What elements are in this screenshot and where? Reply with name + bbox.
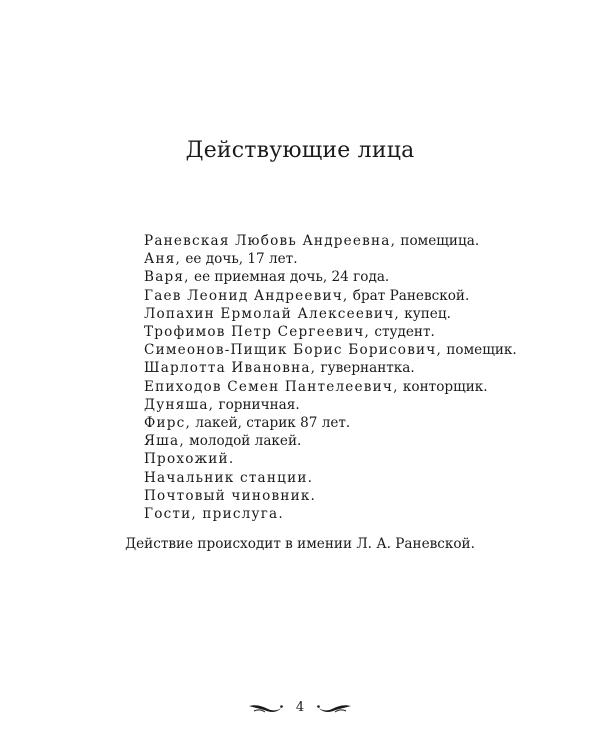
cast-item xyxy=(144,450,517,468)
flourish-right-icon xyxy=(316,700,352,716)
character-description: ее приемная дочь, 24 года. xyxy=(189,269,390,286)
character-description: гувернантка. xyxy=(316,360,415,377)
character-description: купец. xyxy=(399,305,451,322)
character-name: Епиходов Семен Пантелеевич, xyxy=(144,378,399,395)
cast-item xyxy=(144,414,517,432)
cast-list xyxy=(144,232,517,523)
cast-item xyxy=(144,323,517,341)
cast-item xyxy=(144,232,517,250)
cast-item xyxy=(144,487,517,505)
cast-item xyxy=(144,268,517,286)
cast-item xyxy=(144,505,517,523)
character-name: Аня, xyxy=(144,251,182,268)
cast-item xyxy=(144,305,517,323)
character-description: конторщик. xyxy=(398,378,488,395)
page-footer xyxy=(0,700,600,716)
character-name: Трофимов Петр Сергеевич, xyxy=(144,324,371,341)
character-name: Яша, xyxy=(144,433,185,450)
character-description: молодой лакей. xyxy=(184,433,302,450)
page-title: Действующие лица xyxy=(185,138,415,163)
character-name: Лопахин Ермолай Алексеевич, xyxy=(144,305,400,322)
character-name: Фирс, xyxy=(144,415,191,432)
cast-item xyxy=(144,432,517,450)
cast-item xyxy=(144,396,517,414)
character-name: Прохожий. xyxy=(144,451,235,468)
character-description: помещик. xyxy=(442,342,517,359)
character-name: Варя, xyxy=(144,269,190,286)
setting-note: Действие происходит в имении Л. А. Раневской. xyxy=(125,536,475,552)
character-description: горничная. xyxy=(214,396,300,413)
cast-item xyxy=(144,469,517,487)
character-name: Гаев Леонид Андреевич, xyxy=(144,287,349,304)
character-name: Почтовый чиновник. xyxy=(144,487,317,504)
character-description: помещица. xyxy=(396,233,480,249)
cast-item xyxy=(144,250,517,268)
character-name: Раневская Любовь Андреевна, xyxy=(144,233,397,249)
flourish-left-icon xyxy=(248,700,284,716)
cast-item xyxy=(144,359,517,377)
page-number: 4 xyxy=(295,700,305,715)
character-name: Гости, прислуга. xyxy=(144,506,284,523)
character-name: Шарлотта Ивановна, xyxy=(144,360,317,377)
character-description: ее дочь, 17 лет. xyxy=(181,251,298,268)
character-name: Дуняша, xyxy=(144,396,215,413)
cast-item xyxy=(144,378,517,396)
character-description: брат Раневской. xyxy=(348,287,470,304)
character-name: Симеонов-Пищик Борис Борисович, xyxy=(144,342,443,359)
cast-item xyxy=(144,287,517,305)
character-name: Начальник станции. xyxy=(144,469,314,486)
character-description: лакей, старик 87 лет. xyxy=(190,415,351,432)
cast-item xyxy=(144,341,517,359)
character-description: студент. xyxy=(370,324,435,341)
